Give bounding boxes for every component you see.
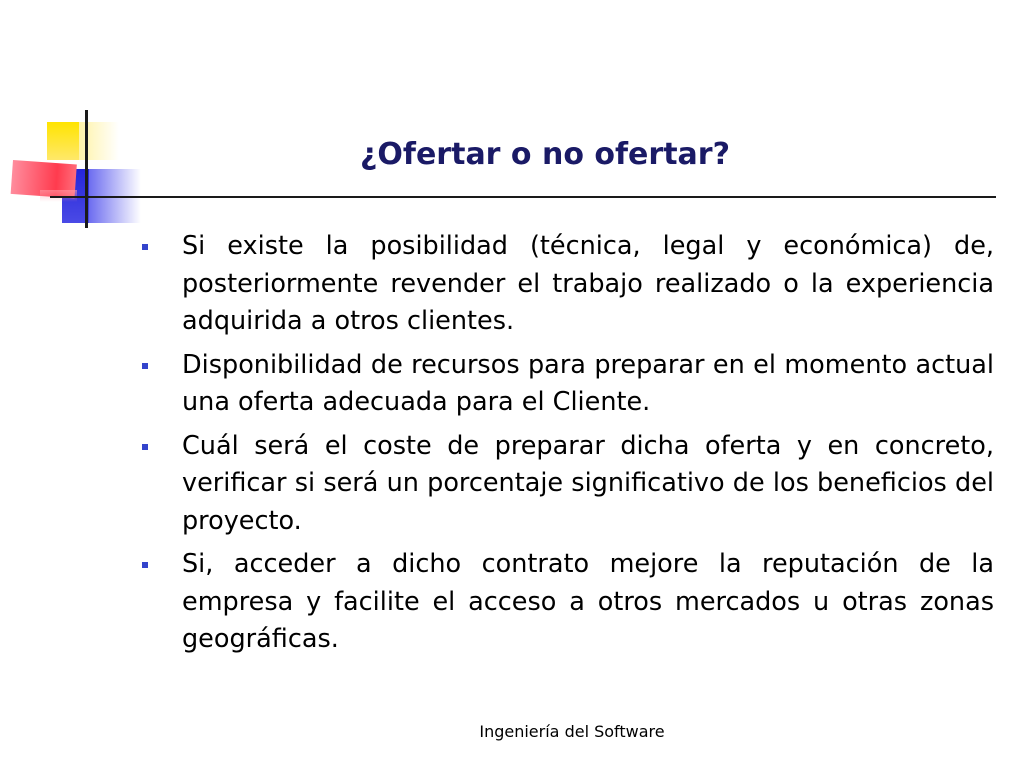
slide-footer: Ingeniería del Software [479, 722, 665, 741]
blue-fade-decoration [89, 169, 141, 223]
slide-title: ¿Ofertar o no ofertar? [360, 137, 730, 172]
bullet-text: Cuál será el coste de preparar dicha oferta y en concreto, verificar si será un porcentaje significativo de los beneficios del proyecto. [182, 430, 994, 536]
bullet-item [138, 546, 994, 659]
square-bullet-icon [142, 444, 148, 450]
bullet-text: Disponibilidad de recursos para preparar en el momento actual una oferta adecuada para el Cliente. [182, 349, 994, 417]
yellow-fade-decoration [79, 122, 119, 160]
yellow-square-decoration [47, 122, 79, 160]
blue-square-decoration [62, 169, 89, 223]
bullet-item [138, 347, 994, 422]
bullet-text: Si, acceder a dicho contrato mejore la reputación de la empresa y facilite el acceso a otros mercados u otras zonas geográficas. [182, 549, 994, 654]
bullet-item [138, 228, 994, 341]
vertical-divider-line [85, 110, 88, 228]
bullet-item [138, 428, 994, 541]
bullet-text: Si existe la posibilidad (técnica, legal y económica) de, posteriormente revender el trabajo realizado o la experiencia adquirida a otros clientes. [182, 231, 994, 336]
square-bullet-icon [142, 244, 148, 250]
square-bullet-icon [142, 363, 148, 369]
bullet-list [138, 228, 994, 665]
title-underline [50, 196, 996, 198]
square-bullet-icon [142, 562, 148, 568]
red-square-decoration [11, 160, 77, 198]
red-shadow-decoration [40, 190, 77, 202]
